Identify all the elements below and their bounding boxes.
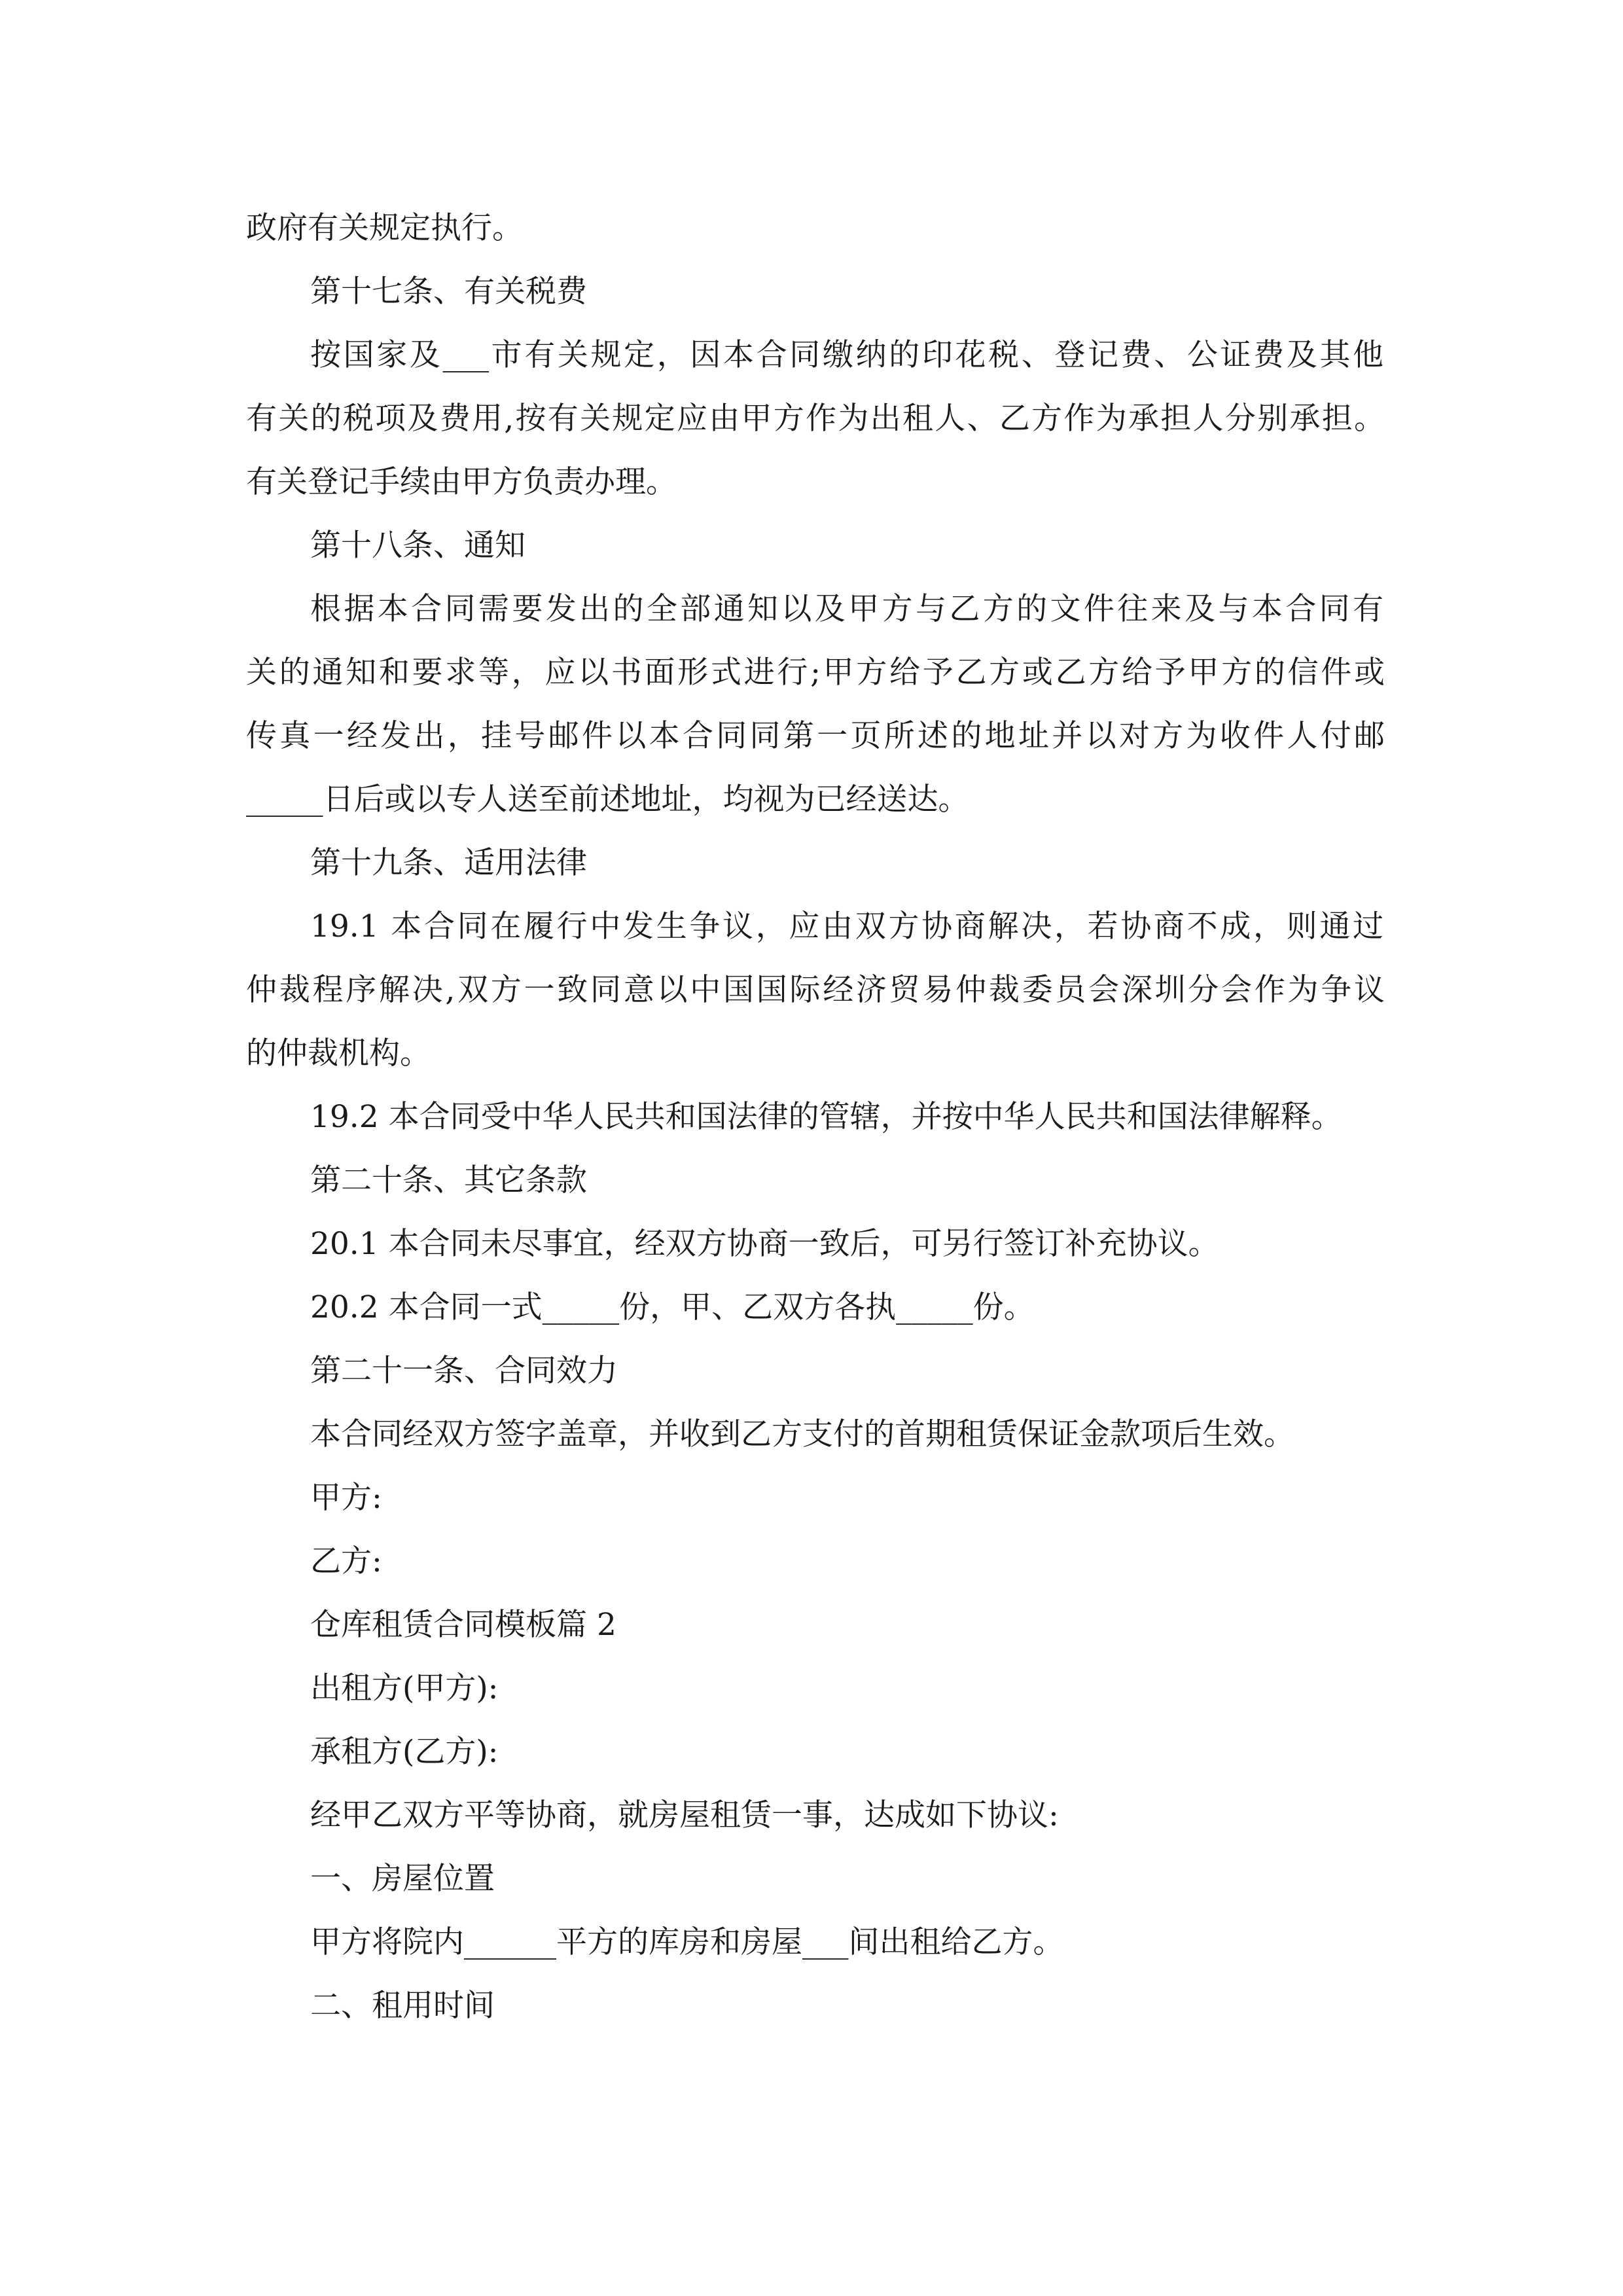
article-heading: 第二十一条、合同效力 bbox=[310, 1353, 618, 1389]
signature-label-party-b: 乙方: bbox=[310, 1543, 382, 1579]
text-line: 20.2 本合同一式_____份，甲、乙双方各执_____份。 bbox=[310, 1289, 1035, 1325]
section-title: 仓库租赁合同模板篇 2 bbox=[310, 1607, 616, 1643]
article-heading: 第十七条、有关税费 bbox=[310, 274, 587, 310]
article-heading: 第二十条、其它条款 bbox=[310, 1162, 587, 1198]
lessee-label: 承租方(乙方): bbox=[310, 1734, 499, 1770]
text-line: 有关登记手续由甲方负责办理。 bbox=[246, 464, 677, 500]
article-heading: 第十八条、通知 bbox=[310, 528, 526, 564]
text-line: 根据本合同需要发出的全部通知以及甲方与乙方的文件往来及与本合同有 bbox=[310, 591, 1383, 627]
article-heading: 第十九条、适用法律 bbox=[310, 845, 587, 881]
text-line: _____日后或以专人送至前述地址，均视为已经送达。 bbox=[246, 781, 969, 817]
text-line: 关的通知和要求等，应以书面形式进行;甲方给予乙方或乙方给予甲方的信件或 bbox=[246, 655, 1385, 691]
text-line: 的仲裁机构。 bbox=[246, 1035, 431, 1071]
text-line: 19.1 本合同在履行中发生争议，应由双方协商解决，若协商不成，则通过 bbox=[310, 908, 1383, 944]
text-line: 按国家及___市有关规定，因本合同缴纳的印花税、登记费、公证费及其他 bbox=[310, 337, 1383, 373]
article-heading: 一、房屋位置 bbox=[310, 1861, 495, 1897]
article-heading: 二、租用时间 bbox=[310, 1988, 495, 2024]
signature-label-party-a: 甲方: bbox=[310, 1480, 382, 1516]
text-line: 19.2 本合同受中华人民共和国法律的管辖，并按中华人民共和国法律解释。 bbox=[310, 1099, 1342, 1135]
text-line: 经甲乙双方平等协商，就房屋租赁一事，达成如下协议: bbox=[310, 1797, 1059, 1833]
text-line: 仲裁程序解决,双方一致同意以中国国际经济贸易仲裁委员会深圳分会作为争议 bbox=[246, 972, 1385, 1008]
lessor-label: 出租方(甲方): bbox=[310, 1670, 499, 1706]
text-line: 有关的税项及费用,按有关规定应由甲方作为出租人、乙方作为承担人分别承担。 bbox=[246, 401, 1385, 437]
text-line: 甲方将院内______平方的库房和房屋___间出租给乙方。 bbox=[310, 1924, 1064, 1960]
text-line: 传真一经发出，挂号邮件以本合同同第一页所述的地址并以对方为收件人付邮 bbox=[246, 718, 1385, 754]
text-line: 政府有关规定执行。 bbox=[246, 210, 523, 246]
text-line: 20.1 本合同未尽事宜，经双方协商一致后，可另行签订补充协议。 bbox=[310, 1226, 1219, 1262]
text-line: 本合同经双方签字盖章，并收到乙方支付的首期租赁保证金款项后生效。 bbox=[310, 1416, 1294, 1452]
